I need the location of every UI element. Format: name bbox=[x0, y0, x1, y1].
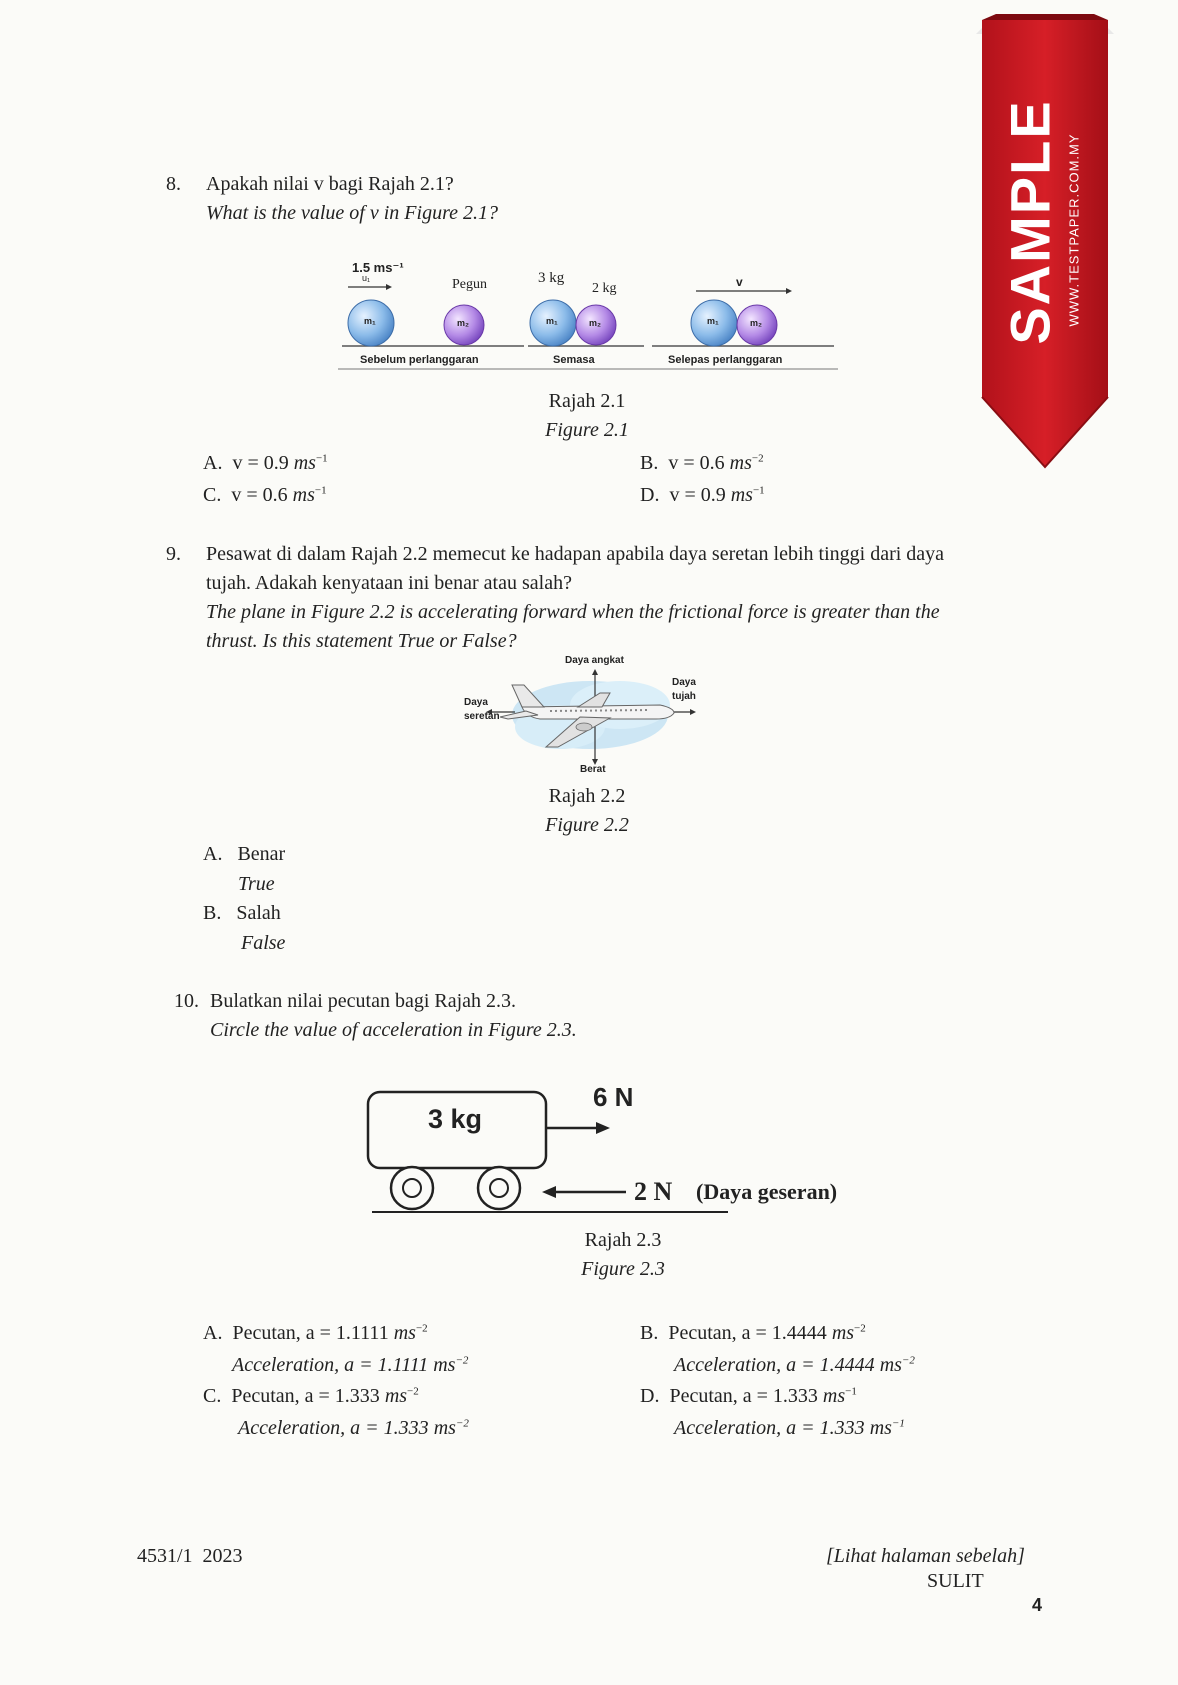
fig21-mass2-label: 2 kg bbox=[592, 281, 617, 296]
sample-ribbon-text: SAMPLE bbox=[998, 99, 1062, 345]
q10-number: 10. bbox=[174, 990, 199, 1012]
q8-option-b[interactable] bbox=[640, 449, 764, 478]
fig21-after-label: Selepas perlanggaran bbox=[668, 354, 783, 366]
fig21-m1-c: m₁ bbox=[707, 316, 719, 326]
q10-option-b-en bbox=[674, 1351, 915, 1380]
q10-option-c[interactable] bbox=[203, 1382, 419, 1411]
q9-option-a[interactable] bbox=[203, 840, 285, 869]
fig22-weight-label: Berat bbox=[580, 764, 606, 775]
q9-question-ms-line1: Pesawat di dalam Rajah 2.2 memecut ke hadapan apabila daya seretan lebih tinggi dari daya bbox=[206, 543, 945, 565]
option-exponent: −1 bbox=[314, 484, 327, 497]
q9-number: 9. bbox=[166, 543, 181, 565]
option-exponent: −2 bbox=[407, 1385, 419, 1398]
fig22-thrust-label-1: Daya bbox=[672, 677, 696, 688]
option-unit: ms bbox=[293, 452, 316, 474]
q10-option-a-en bbox=[232, 1351, 468, 1380]
option-text: v = 0.6 bbox=[231, 484, 293, 506]
option-unit: ms bbox=[292, 484, 315, 506]
fig22-caption-en: Figure 2.2 bbox=[545, 814, 629, 836]
option-letter: D. bbox=[640, 1385, 660, 1407]
option-letter: B. bbox=[640, 1322, 659, 1344]
option-unit: ms bbox=[393, 1322, 416, 1344]
q10-option-c-en bbox=[238, 1414, 469, 1443]
fig21-caption-ms: Rajah 2.1 bbox=[548, 390, 626, 412]
fig21-m2-c: m₂ bbox=[750, 318, 763, 328]
option-text-ms: Pecutan, a = 1.333 bbox=[231, 1385, 385, 1407]
fig21-caption-en: Figure 2.1 bbox=[545, 419, 629, 441]
option-letter: A. bbox=[203, 452, 223, 474]
fig23-force-label: 6 N bbox=[593, 1082, 634, 1112]
option-letter: C. bbox=[203, 484, 222, 506]
q8-option-a[interactable] bbox=[203, 449, 328, 478]
option-exponent: −2 bbox=[415, 1322, 428, 1335]
fig21-m1-a: m₁ bbox=[364, 316, 376, 326]
option-exponent: −1 bbox=[891, 1417, 905, 1430]
option-unit: ms bbox=[879, 1354, 902, 1376]
fig22-lift-label: Daya angkat bbox=[565, 655, 624, 666]
option-unit: ms bbox=[831, 1322, 855, 1344]
option-text-ms: Pecutan, a = 1.4444 bbox=[668, 1322, 832, 1344]
option-text-en: Acceleration, a = 1.333 bbox=[674, 1417, 870, 1439]
option-unit: ms bbox=[384, 1385, 408, 1407]
figure-2-1 bbox=[338, 255, 838, 375]
q8-question-en: What is the value of v in Figure 2.1? bbox=[206, 202, 498, 224]
q9-option-b[interactable] bbox=[203, 899, 281, 928]
option-exponent: −2 bbox=[751, 452, 764, 465]
q9-option-a-en: True bbox=[238, 873, 275, 895]
option-exponent: −2 bbox=[455, 1417, 469, 1430]
fig23-caption-en: Figure 2.3 bbox=[581, 1258, 665, 1280]
wheel-right bbox=[478, 1167, 520, 1209]
option-letter: C. bbox=[203, 1385, 222, 1407]
friction-force-arrow bbox=[542, 1186, 556, 1198]
fig22-caption-ms: Rajah 2.2 bbox=[548, 785, 626, 807]
option-unit: ms bbox=[822, 1385, 846, 1407]
option-letter: A. bbox=[203, 1322, 223, 1344]
fig22-drag-label-2: seretan bbox=[464, 711, 500, 722]
fig21-m2-b: m₂ bbox=[589, 318, 602, 328]
fig21-m1-b: m₁ bbox=[546, 316, 558, 326]
option-exponent: −2 bbox=[455, 1354, 469, 1367]
footer-sulit: SULIT bbox=[927, 1570, 984, 1592]
fig21-before-label: Sebelum perlanggaran bbox=[360, 354, 479, 366]
q9-question-en-line2: thrust. Is this statement True or False? bbox=[206, 630, 517, 652]
option-exponent: −1 bbox=[845, 1385, 857, 1398]
option-letter: B. bbox=[203, 902, 222, 924]
option-unit: ms bbox=[729, 452, 752, 474]
q8-option-d[interactable] bbox=[640, 481, 765, 510]
option-text: v = 0.9 bbox=[232, 452, 294, 474]
option-text-ms: Benar bbox=[237, 843, 286, 865]
figure-2-2 bbox=[460, 655, 710, 777]
option-exponent: −1 bbox=[752, 484, 765, 497]
q10-question-ms: Bulatkan nilai pecutan bagi Rajah 2.3. bbox=[210, 990, 517, 1012]
q10-question-en: Circle the value of acceleration in Figure 2.3. bbox=[210, 1019, 577, 1041]
fig21-v-label: v bbox=[736, 275, 743, 289]
option-text: v = 0.9 bbox=[669, 484, 731, 506]
option-unit: ms bbox=[869, 1417, 892, 1439]
option-text-en: Acceleration, a = 1.1111 bbox=[232, 1354, 434, 1376]
option-text-en: Acceleration, a = 1.333 bbox=[238, 1417, 434, 1439]
option-unit: ms bbox=[433, 1417, 456, 1439]
option-letter: A. bbox=[203, 843, 223, 865]
figure-2-3 bbox=[366, 1082, 886, 1214]
fig21-speed-label: 1.5 ms⁻¹ bbox=[352, 260, 404, 275]
q9-option-b-en: False bbox=[241, 932, 286, 954]
fig22-thrust-label-2: tujah bbox=[672, 691, 696, 702]
option-text-ms: Salah bbox=[236, 902, 281, 924]
option-exponent: −2 bbox=[854, 1322, 866, 1335]
q9-question-en-line1: The plane in Figure 2.2 is accelerating forward when the frictional force is greater than the bbox=[206, 601, 940, 623]
q8-number: 8. bbox=[166, 173, 181, 195]
q10-option-d[interactable] bbox=[640, 1382, 857, 1411]
q8-question-ms: Apakah nilai v bagi Rajah 2.1? bbox=[206, 173, 454, 195]
fig23-friction-value: 2 N bbox=[634, 1177, 673, 1206]
page-number: 4 bbox=[1032, 1595, 1043, 1615]
sample-ribbon-site: WWW.TESTPAPER.COM.MY bbox=[1066, 133, 1082, 327]
option-exponent: −1 bbox=[315, 452, 328, 465]
option-unit: ms bbox=[730, 484, 753, 506]
fig23-friction-label: (Daya geseran) bbox=[696, 1179, 838, 1204]
fig23-mass-label: 3 kg bbox=[428, 1104, 483, 1134]
fig22-drag-label-1: Daya bbox=[464, 697, 488, 708]
footer-paper-code: 4531/1 2023 bbox=[137, 1545, 243, 1567]
fig21-u1-label: u₁ bbox=[362, 273, 371, 283]
q8-option-c[interactable] bbox=[203, 481, 327, 510]
fig21-m2-a: m₂ bbox=[457, 318, 470, 328]
fig23-caption-ms: Rajah 2.3 bbox=[584, 1229, 662, 1251]
q10-option-d-en bbox=[674, 1414, 905, 1443]
q10-option-b[interactable] bbox=[640, 1319, 866, 1348]
option-text-en: Acceleration, a = 1.4444 bbox=[674, 1354, 880, 1376]
option-text: v = 0.6 bbox=[668, 452, 730, 474]
fig21-during-label: Semasa bbox=[553, 354, 595, 366]
option-exponent: −2 bbox=[901, 1354, 915, 1367]
footer-next-page: [Lihat halaman sebelah] bbox=[826, 1545, 1025, 1567]
option-letter: D. bbox=[640, 484, 660, 506]
option-letter: B. bbox=[640, 452, 659, 474]
wheel-left bbox=[391, 1167, 433, 1209]
option-unit: ms bbox=[433, 1354, 456, 1376]
applied-force-arrow bbox=[596, 1122, 610, 1134]
q9-question-ms-line2: tujah. Adakah kenyataan ini benar atau salah? bbox=[206, 572, 572, 594]
q10-option-a[interactable] bbox=[203, 1319, 428, 1348]
option-text-ms: Pecutan, a = 1.1111 bbox=[232, 1322, 394, 1344]
fig21-mass1-label: 3 kg bbox=[538, 270, 565, 286]
option-text-ms: Pecutan, a = 1.333 bbox=[669, 1385, 823, 1407]
fig21-pegun-label: Pegun bbox=[452, 277, 487, 292]
